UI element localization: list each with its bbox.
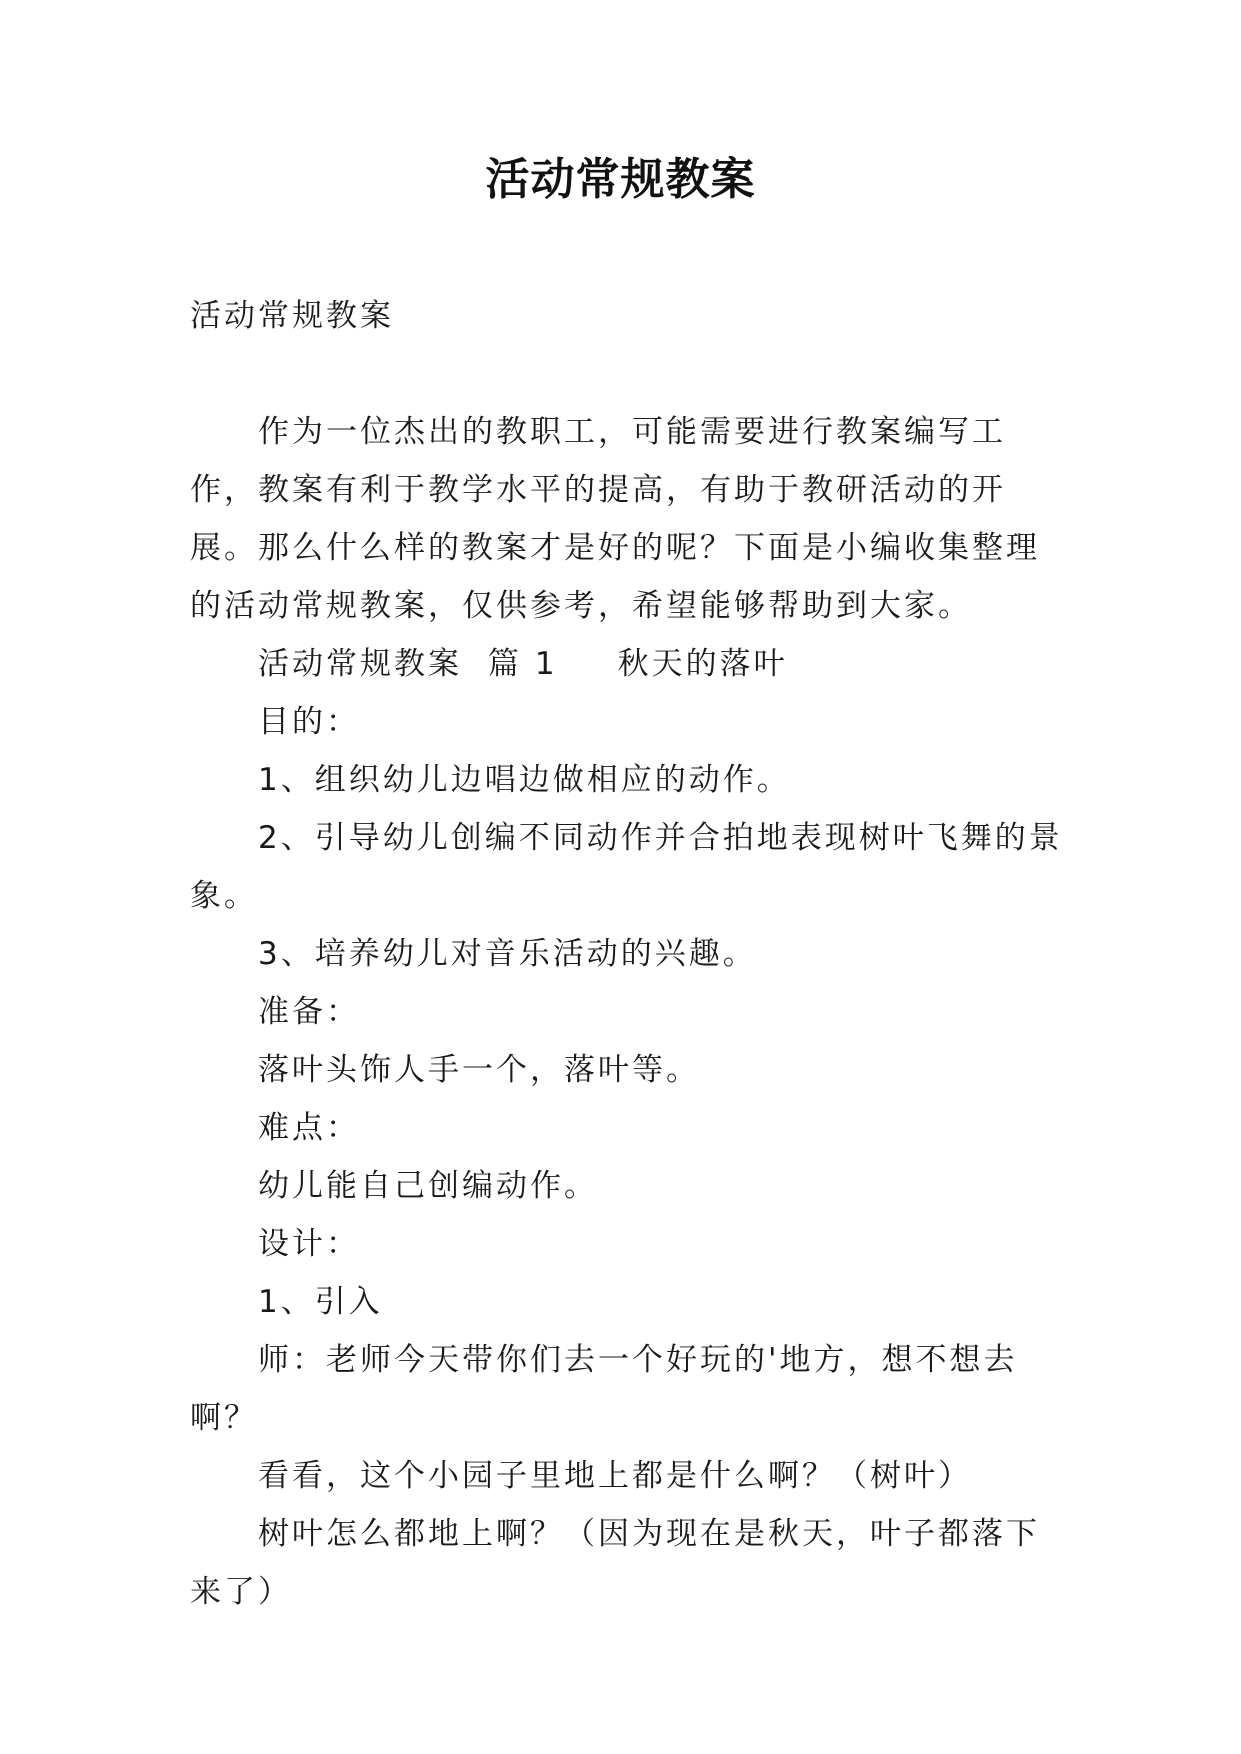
document-title: 活动常规教案 [485,154,756,205]
difficulty-text: 幼儿能自己创编动作。 [258,1168,598,1204]
difficulty-label: 难点： [258,1110,360,1146]
dialogue-line-2: 看看，这个小园子里地上都是什么啊？（树叶） [258,1458,972,1494]
prep-text: 落叶头饰人手一个，落叶等。 [258,1052,700,1088]
purpose-item-1: 1、组织幼儿边唱边做相应的动作。 [258,762,791,798]
purpose-item-3: 3、培养幼儿对音乐活动的兴趣。 [258,936,757,972]
dialogue-line-3: 树叶怎么都地上啊？（因为现在是秋天，叶子都落下来了） [190,1516,1040,1610]
document-body [190,287,1070,1621]
intro-paragraph: 作为一位杰出的教职工，可能需要进行教案编写工作，教案有利于教学水平的提高，有助于教研活动的开展。那么什么样的教案才是好的呢？下面是小编收集整理的活动常规教案，仅供参考，希望能够帮助到大家。 [190,414,1040,624]
dialogue-line-1: 师：老师今天带你们去一个好玩的'地方，想不想去啊？ [190,1342,1018,1436]
document-subtitle: 活动常规教案 [190,298,394,334]
section-heading-name: 活动常规教案 [258,646,462,682]
section-heading [190,635,1070,693]
purpose-item-2: 2、引导幼儿创编不同动作并合拍地表现树叶飞舞的景象。 [190,820,1063,914]
section-heading-topic: 秋天的落叶 [617,646,788,682]
prep-label: 准备： [258,994,360,1030]
design-step: 1、引入 [258,1284,383,1320]
section-heading-number: 篇 1 [488,646,558,682]
design-label: 设计： [258,1226,360,1262]
purpose-label: 目的： [258,704,360,740]
